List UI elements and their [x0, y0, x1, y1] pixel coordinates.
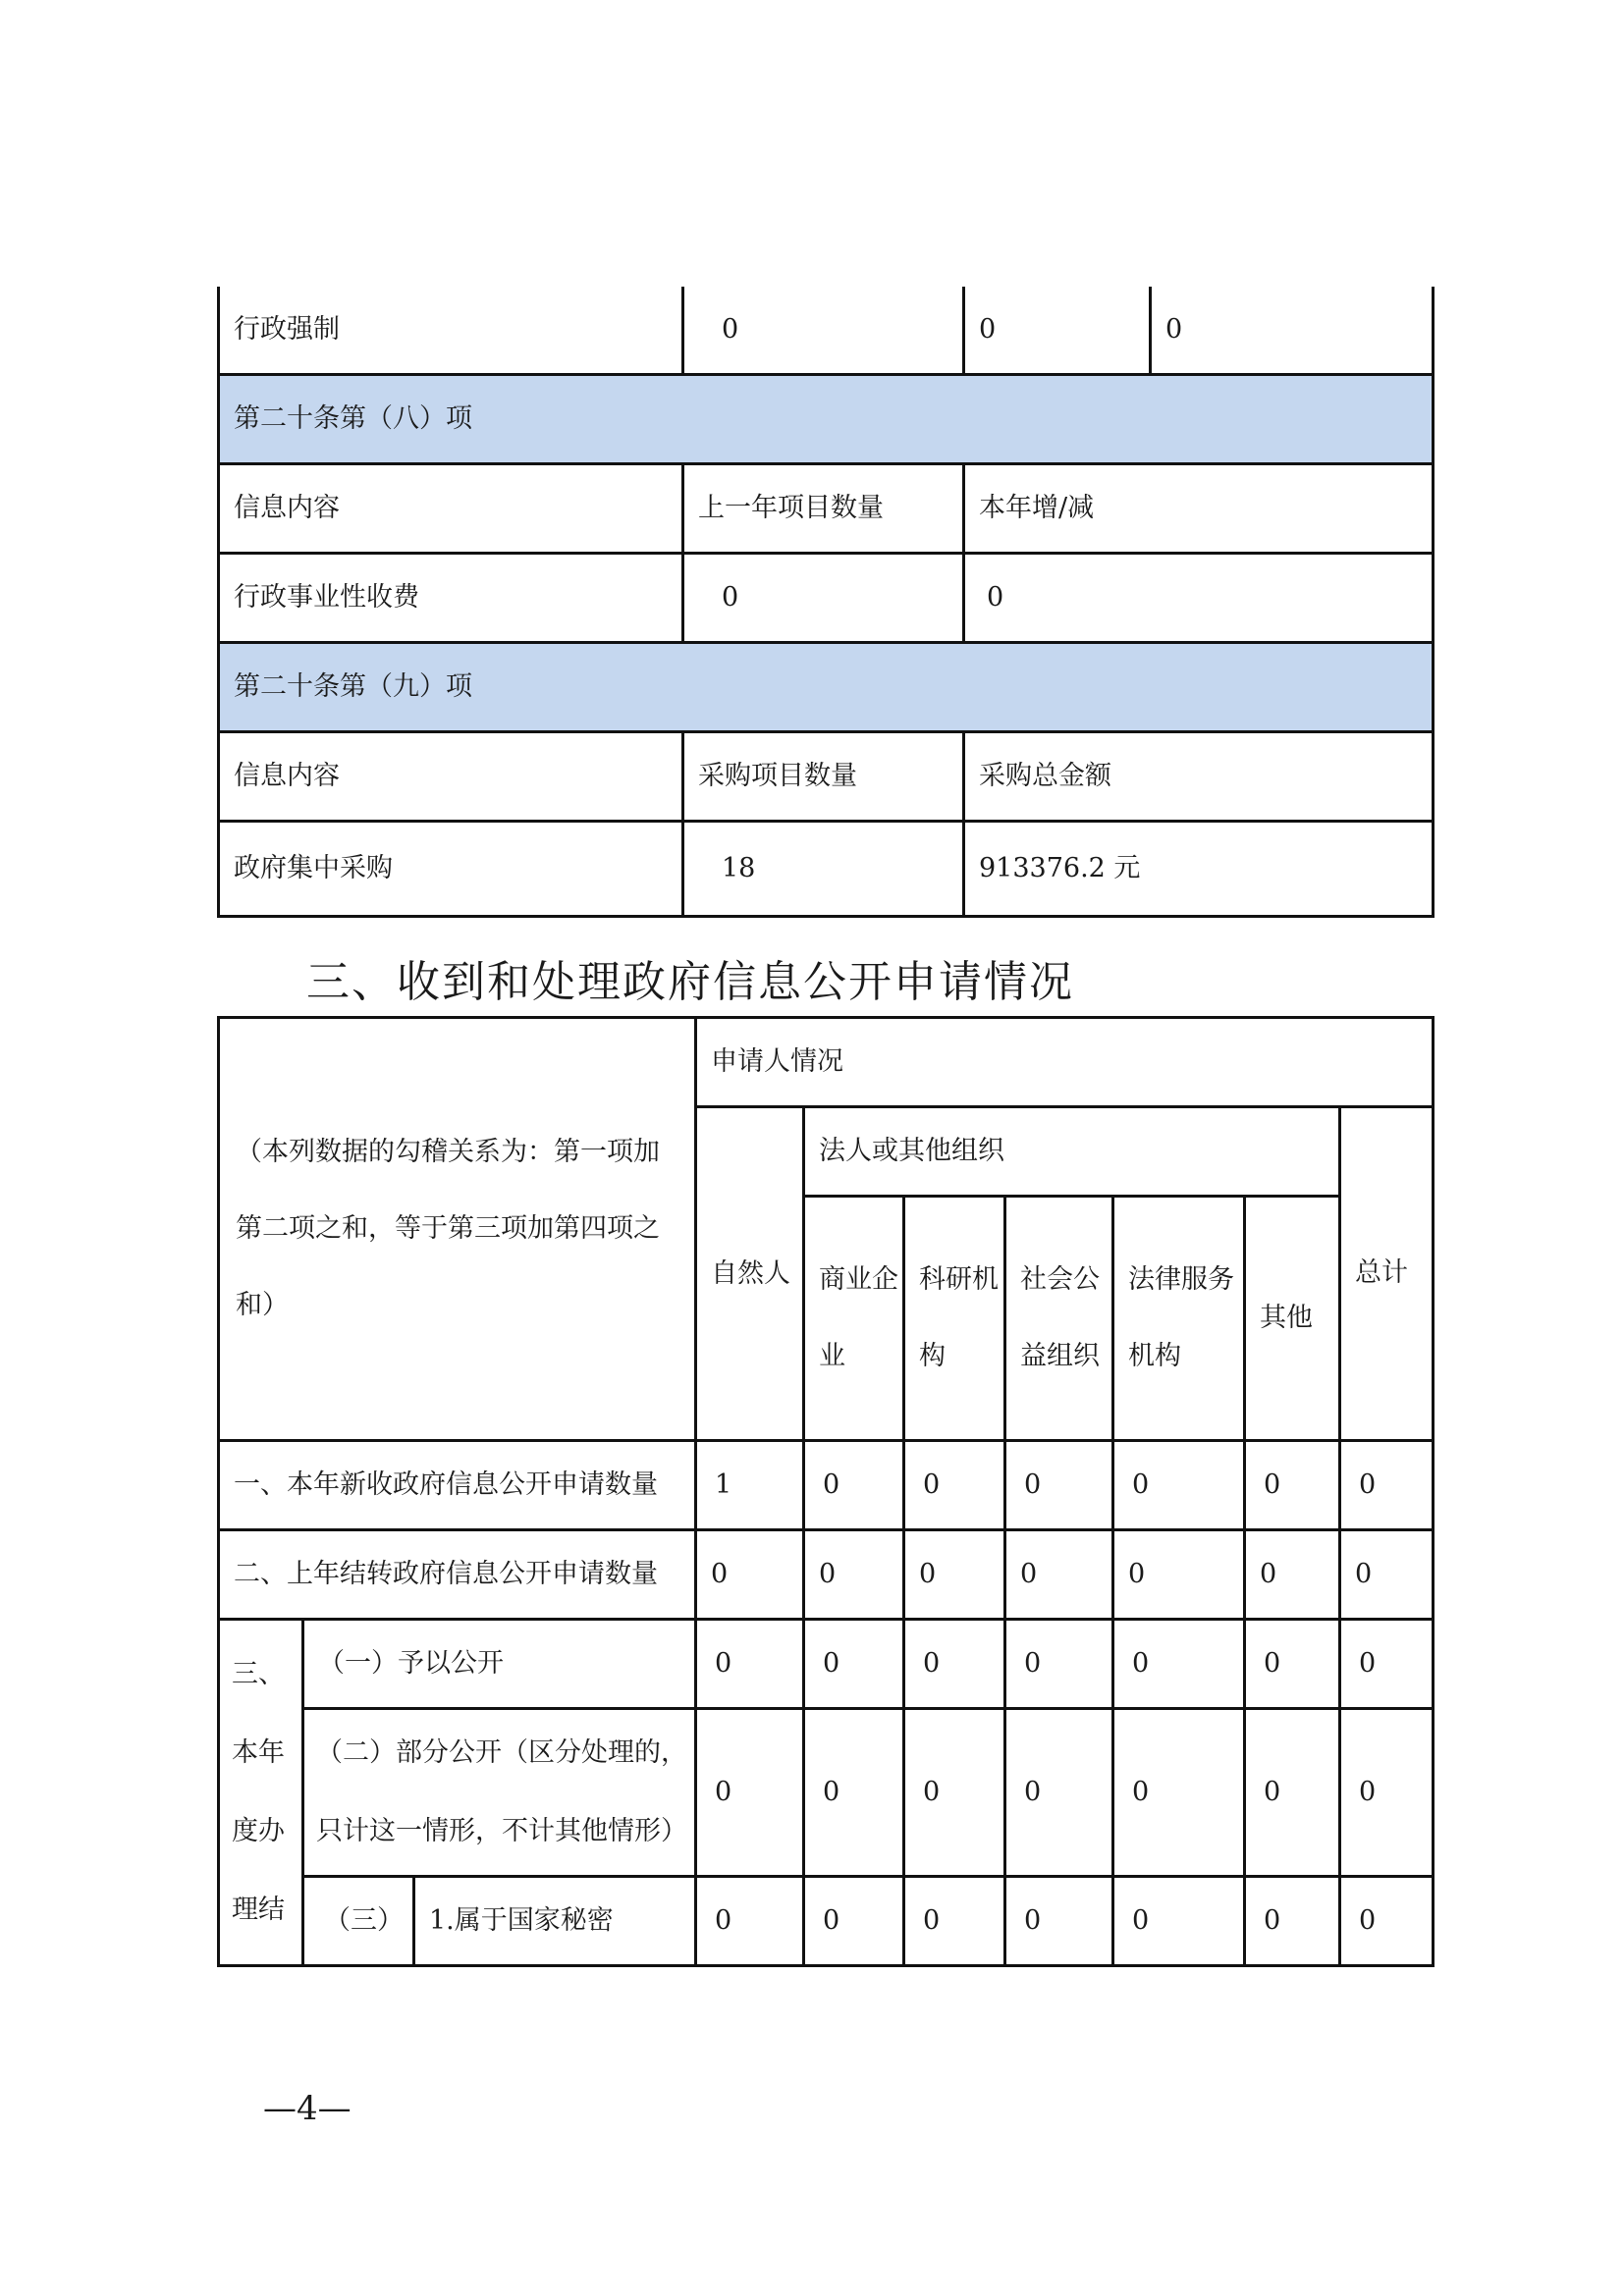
application-stats-table	[217, 1016, 1435, 1967]
table-cell: 0	[1340, 1709, 1434, 1877]
col-header: 其他	[1245, 1197, 1340, 1441]
table-cell: 采购项目数量	[683, 732, 964, 822]
table-cell: 0	[964, 554, 1434, 643]
col-header: 商业企业	[804, 1197, 904, 1441]
page-number: —4—	[263, 2089, 352, 2128]
table-cell: 信息内容	[219, 732, 683, 822]
table-cell: 0	[1113, 1441, 1245, 1530]
natural-person-header: 自然人	[696, 1107, 804, 1441]
table-cell: 0	[904, 1709, 1005, 1877]
table-row	[219, 1877, 1434, 1966]
table-cell: 0	[683, 554, 964, 643]
table-cell: 0	[804, 1441, 904, 1530]
table-cell: 0	[1005, 1441, 1113, 1530]
side-label: 三、本年度办理结	[219, 1620, 303, 1966]
table-cell: 0	[1245, 1441, 1340, 1530]
table-cell: 0	[804, 1709, 904, 1877]
table-cell: 0	[904, 1530, 1005, 1620]
table-cell: 行政强制	[219, 287, 683, 375]
table-cell: 0	[904, 1877, 1005, 1966]
table-cell: 本年增/减	[964, 464, 1434, 554]
table-cell: 上一年项目数量	[683, 464, 964, 554]
table-cell: 0	[904, 1620, 1005, 1709]
table-cell: 0	[964, 287, 1151, 375]
table-cell: 0	[696, 1709, 804, 1877]
table-cell: 0	[1113, 1877, 1245, 1966]
table-row	[219, 643, 1434, 732]
table-cell: 0	[1340, 1620, 1434, 1709]
table-cell: 0	[904, 1441, 1005, 1530]
section-row-label: 第二十条第（八）项	[219, 375, 1434, 464]
row-label: 1.属于国家秘密	[414, 1877, 696, 1966]
table-row	[219, 375, 1434, 464]
table-row	[219, 822, 1434, 917]
col-header: 社会公益组织	[1005, 1197, 1113, 1441]
table-cell: 913376.2 元	[964, 822, 1434, 917]
table-cell: 0	[804, 1877, 904, 1966]
table-cell: 政府集中采购	[219, 822, 683, 917]
table-cell: 0	[804, 1620, 904, 1709]
row-group-label: （三）	[303, 1877, 414, 1966]
table-cell: 0	[1245, 1709, 1340, 1877]
section-row-label: 第二十条第（九）项	[219, 643, 1434, 732]
table-row	[219, 1441, 1434, 1530]
section-heading: 三、收到和处理政府信息公开申请情况	[306, 957, 1074, 1007]
table-cell: 0	[1113, 1620, 1245, 1709]
relation-note: （本列数据的勾稽关系为：第一项加第二项之和，等于第三项加第四项之和）	[219, 1018, 696, 1441]
table-cell: 0	[1245, 1620, 1340, 1709]
table-cell: 行政事业性收费	[219, 554, 683, 643]
table-cell: 0	[696, 1620, 804, 1709]
info-table-upper	[217, 287, 1435, 918]
applicant-header: 申请人情况	[696, 1018, 1434, 1107]
table-row	[219, 554, 1434, 643]
table-cell: 0	[1113, 1530, 1245, 1620]
table-row	[219, 287, 1434, 375]
table-cell: 0	[696, 1530, 804, 1620]
table-cell: 1	[696, 1441, 804, 1530]
table-cell: 0	[1005, 1530, 1113, 1620]
row-label: 二、上年结转政府信息公开申请数量	[219, 1530, 696, 1620]
table-cell: 0	[683, 287, 964, 375]
table-cell: 0	[1005, 1620, 1113, 1709]
table-cell: 0	[1340, 1530, 1434, 1620]
table-cell: 0	[1340, 1441, 1434, 1530]
row-label: 一、本年新收政府信息公开申请数量	[219, 1441, 696, 1530]
table-cell: 0	[1005, 1877, 1113, 1966]
table-cell: 0	[804, 1530, 904, 1620]
table-row	[219, 464, 1434, 554]
table-row	[219, 1709, 1434, 1877]
table-cell: 0	[1340, 1877, 1434, 1966]
table-cell: 采购总金额	[964, 732, 1434, 822]
col-header: 科研机构	[904, 1197, 1005, 1441]
table-cell: 0	[696, 1877, 804, 1966]
table-cell: 0	[1245, 1530, 1340, 1620]
table-cell: 0	[1005, 1709, 1113, 1877]
table-cell: 0	[1151, 287, 1434, 375]
legal-org-header: 法人或其他组织	[804, 1107, 1340, 1197]
table-cell: 0	[1245, 1877, 1340, 1966]
row-label: （一）予以公开	[303, 1620, 696, 1709]
table-row	[219, 1530, 1434, 1620]
table-cell: 18	[683, 822, 964, 917]
table-cell: 信息内容	[219, 464, 683, 554]
header-row	[219, 1018, 1434, 1107]
col-header: 法律服务机构	[1113, 1197, 1245, 1441]
table-cell: 0	[1113, 1709, 1245, 1877]
total-header: 总计	[1340, 1107, 1434, 1441]
row-label: （二）部分公开（区分处理的，只计这一情形，不计其他情形）	[303, 1709, 696, 1877]
table-row	[219, 732, 1434, 822]
table-row	[219, 1620, 1434, 1709]
